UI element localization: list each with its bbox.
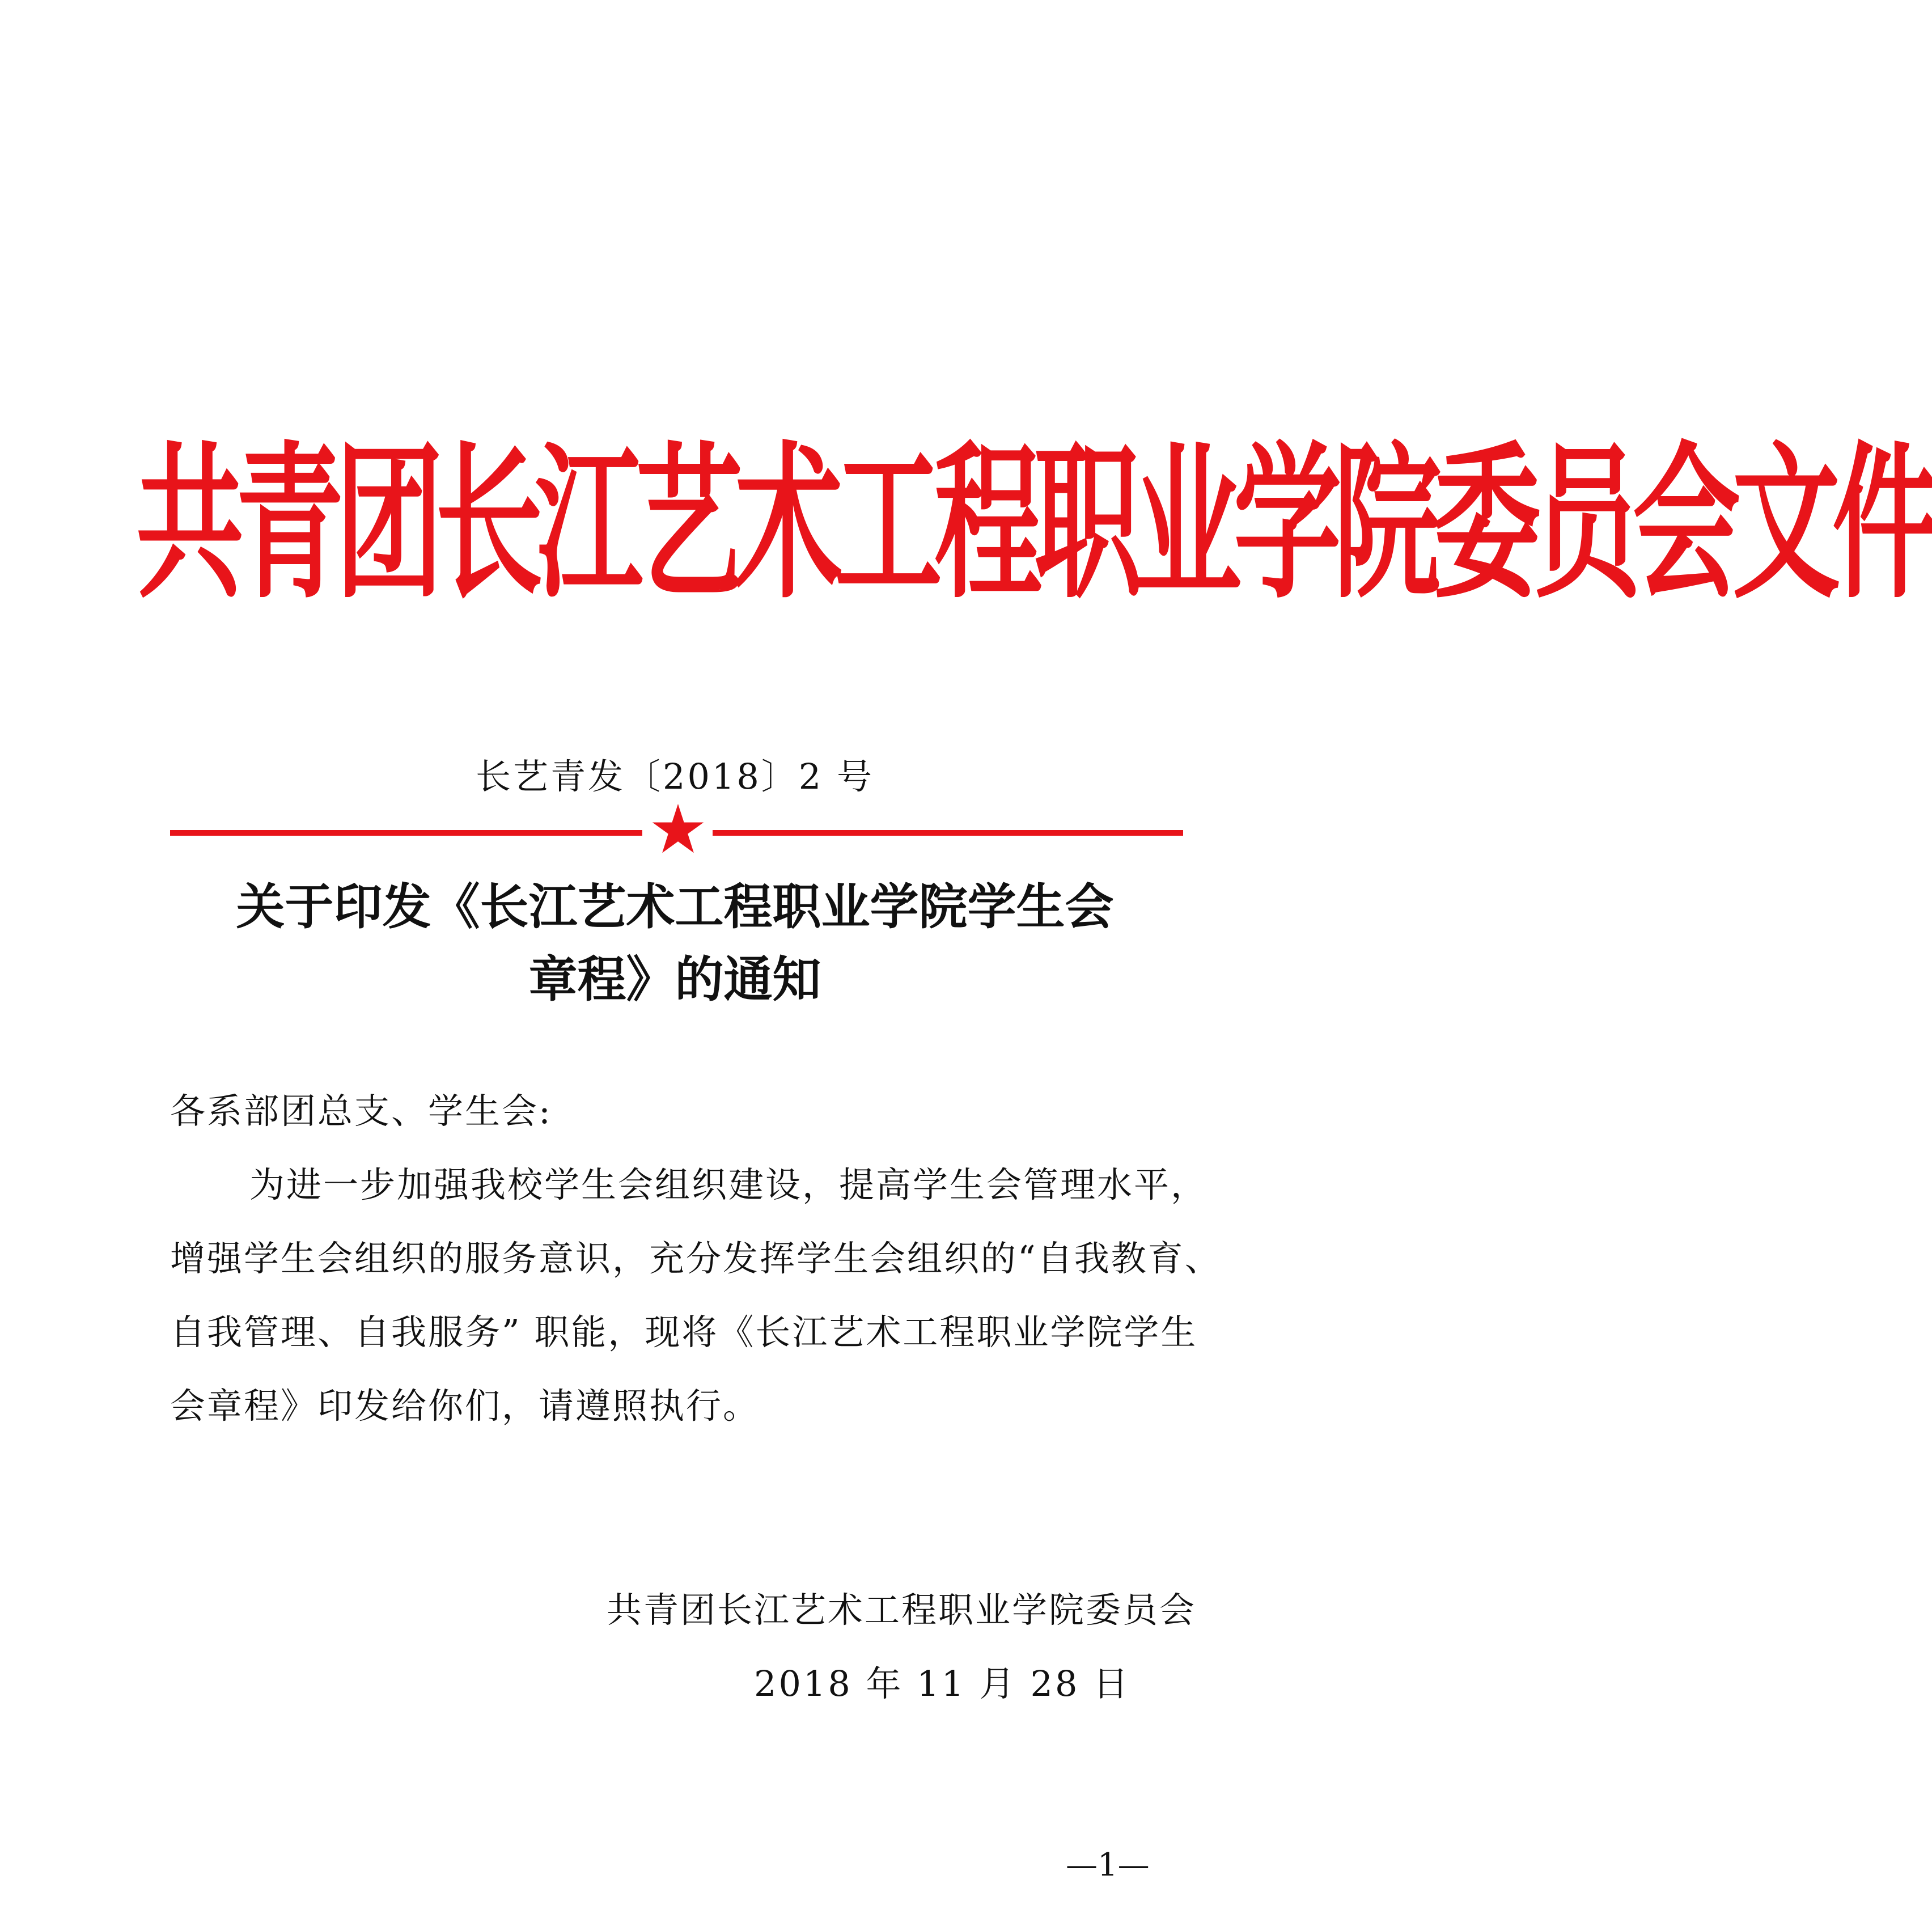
body-line: 自我管理、自我服务” 职能，现将《长江艺术工程职业学院学生 — [170, 1311, 1198, 1353]
body-line: 为进一步加强我校学生会组织建设，提高学生会管理水平， — [249, 1164, 1208, 1205]
body-line: 增强学生会组织的服务意识，充分发挥学生会组织的“自我教育、 — [170, 1238, 1222, 1279]
document-header-title: 共青团长江艺术工程职业学院委员会文件 — [136, 426, 1932, 621]
star-icon — [651, 802, 705, 856]
header-divider-right — [713, 830, 1183, 836]
signature-date: 2018 年 11 月 28 日 — [754, 1663, 1131, 1704]
signature-organization: 共青团长江艺术工程职业学院委员会 — [606, 1589, 1196, 1631]
notice-title-line-2: 章程》的通知 — [528, 951, 821, 1008]
body-line: 会章程》印发给你们，请遵照执行。 — [170, 1385, 760, 1427]
addressee: 各系部团总支、学生会: — [170, 1090, 552, 1132]
document-number: 长艺青发〔2018〕2 号 — [476, 756, 874, 797]
header-divider-left — [170, 830, 642, 836]
page-number: —1— — [1066, 1847, 1150, 1883]
notice-title-line-1: 关于印发《长江艺术工程职业学院学生会 — [236, 878, 1114, 936]
